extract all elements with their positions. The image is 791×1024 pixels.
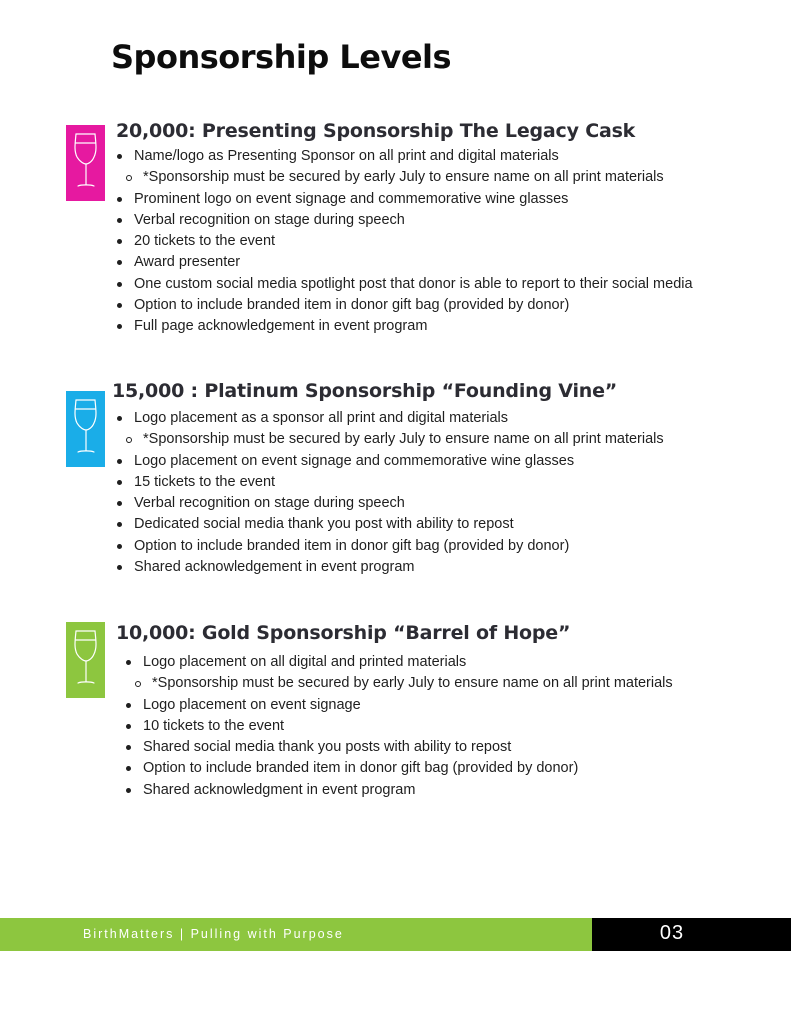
page-title: Sponsorship Levels [111,38,452,76]
footer [0,918,791,951]
list-item: Prominent logo on event signage and commemorative wine glasses [117,189,693,210]
list-item: Option to include branded item in donor gift bag (provided by donor) [126,758,673,779]
list-item: Award presenter [117,252,693,273]
tier-heading: 10,000: Gold Sponsorship “Barrel of Hope” [116,622,571,644]
list-item: Shared social media thank you posts with ability to repost [126,737,673,758]
list-item: Shared acknowledgment in event program [126,780,673,801]
list-item: Logo placement on event signage [126,695,673,716]
list-item-note: *Sponsorship must be secured by early July to ensure name on all print materials [126,429,664,450]
benefit-list [117,408,664,578]
tier-heading: 20,000: Presenting Sponsorship The Legacy Cask [116,120,636,142]
list-item: Verbal recognition on stage during speech [117,210,693,231]
list-item: Logo placement on all digital and printed materials [126,652,673,673]
list-item: 15 tickets to the event [117,472,664,493]
list-item: Name/logo as Presenting Sponsor on all print and digital materials [117,146,693,167]
benefit-list [126,652,673,801]
wine-glass-icon [66,391,105,467]
wine-glass-icon [66,125,105,201]
list-item: 10 tickets to the event [126,716,673,737]
benefit-list [117,146,693,338]
wine-glass-icon [66,622,105,698]
list-item: Shared acknowledgement in event program [117,557,664,578]
list-item-note: *Sponsorship must be secured by early July to ensure name on all print materials [135,673,673,694]
tier-heading: 15,000 : Platinum Sponsorship “Founding Vine” [112,380,618,402]
page-number: 03 [659,922,685,944]
page-number-box [592,918,791,951]
list-item: Logo placement as a sponsor all print and digital materials [117,408,664,429]
list-item: Option to include branded item in donor gift bag (provided by donor) [117,536,664,557]
footer-text: BirthMatters | Pulling with Purpose [83,927,344,941]
list-item: Option to include branded item in donor gift bag (provided by donor) [117,295,693,316]
list-item: Logo placement on event signage and commemorative wine glasses [117,451,664,472]
list-item: Verbal recognition on stage during speech [117,493,664,514]
list-item: One custom social media spotlight post that donor is able to report to their social media [117,274,693,295]
list-item-note: *Sponsorship must be secured by early July to ensure name on all print materials [126,167,693,188]
footer-band [0,918,592,951]
list-item: Full page acknowledgement in event program [117,316,693,337]
list-item: Dedicated social media thank you post with ability to repost [117,514,664,535]
list-item: 20 tickets to the event [117,231,693,252]
